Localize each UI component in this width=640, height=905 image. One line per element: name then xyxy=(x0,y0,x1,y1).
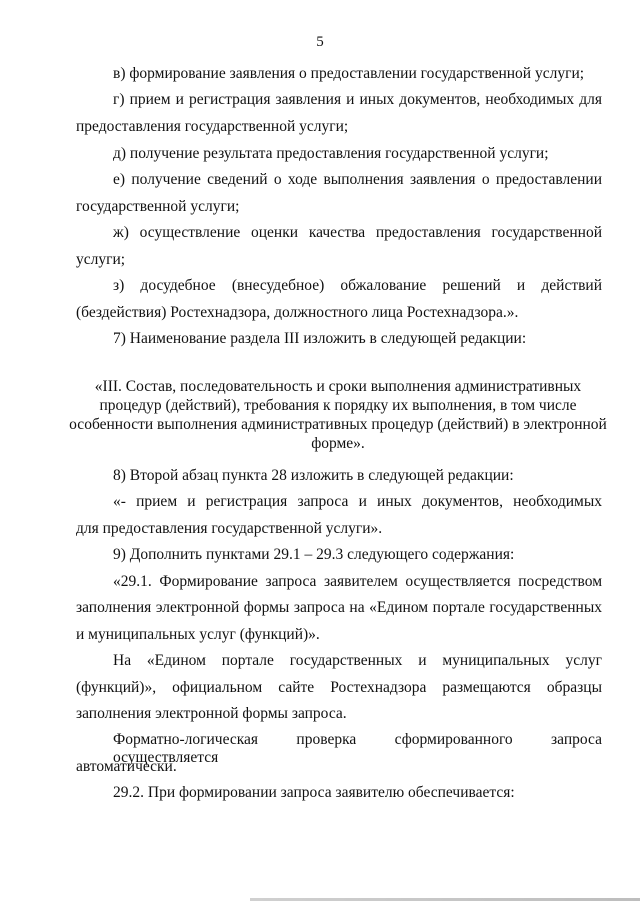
paragraph-line: з) досудебное (внесудебное) обжалование решений и действий xyxy=(113,277,602,294)
paragraph-line: государственной услуги; xyxy=(76,198,240,215)
paragraph-line: предоставления государственной услуги; xyxy=(76,118,349,135)
scan-edge-shadow xyxy=(250,898,640,901)
paragraph-line: для предоставления государственной услуги». xyxy=(76,520,383,537)
paragraph-line: Форматно-логическая проверка сформированного запроса осуществляется xyxy=(113,731,602,766)
paragraph-line: г) прием и регистрация заявления и иных документов, необходимых для xyxy=(113,91,602,108)
paragraph-line: «- прием и регистрация запроса и иных документов, необходимых xyxy=(113,493,602,510)
section-heading-line: форме». xyxy=(311,435,365,452)
paragraph-line: 29.2. При формировании запроса заявителю обеспечивается: xyxy=(113,784,515,801)
paragraph-line: 7) Наименование раздела III изложить в следующей редакции: xyxy=(113,330,527,347)
paragraph-line: е) получение сведений о ходе выполнения заявления о предоставлении xyxy=(113,171,602,188)
section-heading-line: особенности выполнения административных процедур (действий) в электронной xyxy=(69,416,607,433)
paragraph-line: На «Едином портале государственных и муниципальных услуг xyxy=(113,652,602,669)
paragraph-line: заполнения электронной формы запроса. xyxy=(76,705,347,722)
paragraph-line: заполнения электронной формы запроса на «Едином портале государственных xyxy=(76,599,602,616)
section-heading-line: «III. Состав, последовательность и сроки выполнения административных xyxy=(94,378,582,395)
paragraph-line: услуги; xyxy=(76,251,126,268)
paragraph-line: д) получение результата предоставления государственной услуги; xyxy=(113,145,549,162)
paragraph-line: 8) Второй абзац пункта 28 изложить в следующей редакции: xyxy=(113,467,514,484)
section-heading-line: процедур (действий), требования к порядку их выполнения, в том числе xyxy=(99,397,577,414)
paragraph-line: в) формирование заявления о предоставлении государственной услуги; xyxy=(113,65,585,82)
paragraph-line: «29.1. Формирование запроса заявителем осуществляется посредством xyxy=(113,573,602,590)
paragraph-line: ж) осуществление оценки качества предоставления государственной xyxy=(113,224,602,241)
paragraph-line: (функций)», официальном сайте Ростехнадзора размещаются образцы xyxy=(76,679,602,696)
paragraph-line: 9) Дополнить пунктами 29.1 – 29.3 следующего содержания: xyxy=(113,546,515,563)
paragraph-line: автоматически. xyxy=(76,758,177,775)
paragraph-line: (бездействия) Ростехнадзора, должностного лица Ростехнадзора.». xyxy=(76,304,519,321)
paragraph-line: и муниципальных услуг (функций)». xyxy=(76,626,320,643)
page-number: 5 xyxy=(316,34,324,50)
